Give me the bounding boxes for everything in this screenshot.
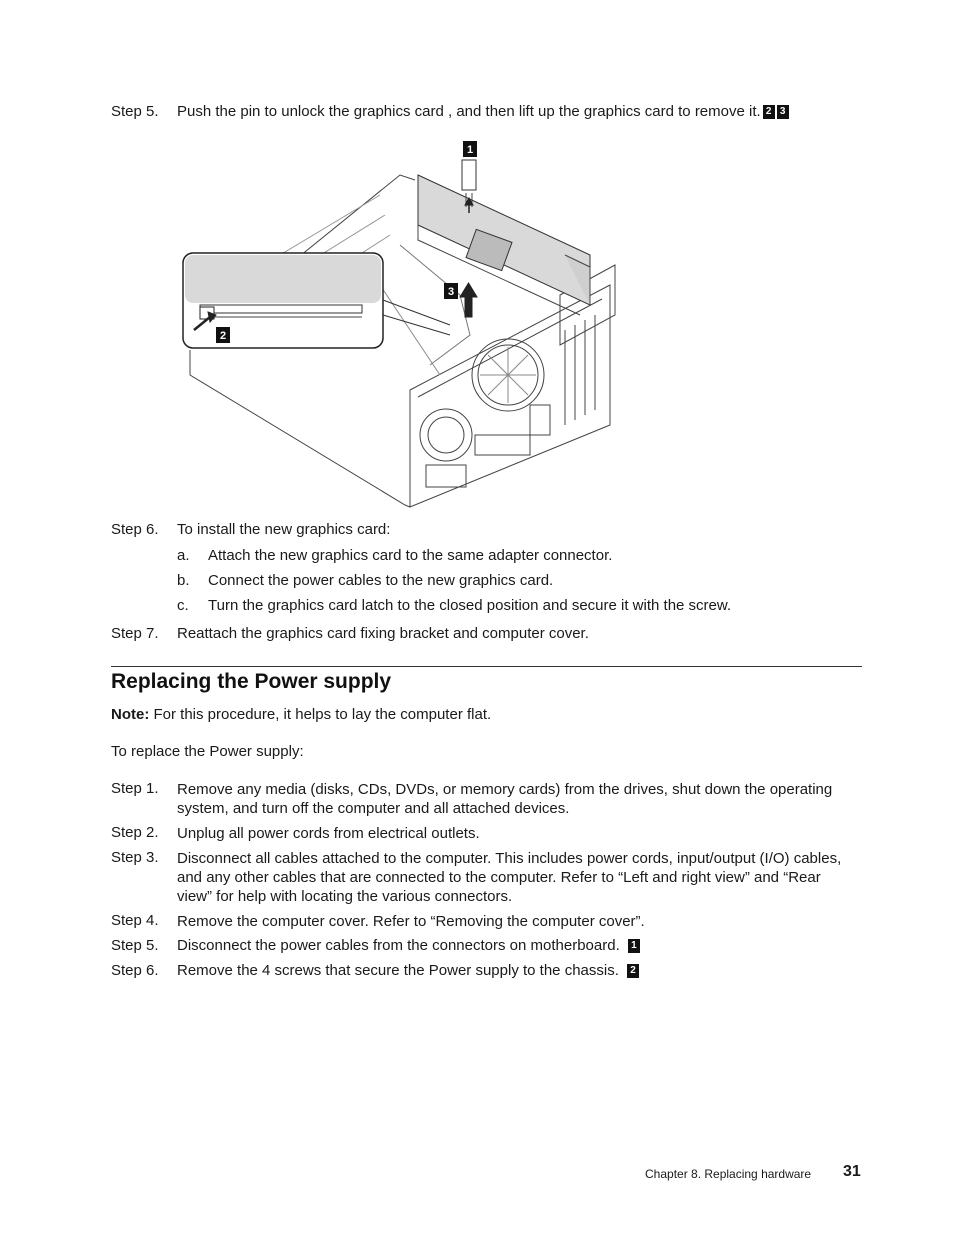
substep-text: Attach the new graphics card to the same adapter connector. bbox=[208, 547, 613, 564]
section-title: Replacing the Power supply bbox=[111, 670, 392, 693]
step-text: To install the new graphics card: bbox=[177, 521, 391, 538]
substep-text: Connect the power cables to the new graphics card. bbox=[208, 572, 554, 589]
callout-badge: 2 bbox=[763, 105, 775, 119]
step-label: Step 4. bbox=[111, 912, 159, 929]
callout-badge: 3 bbox=[777, 105, 789, 119]
section-intro: To replace the Power supply: bbox=[111, 743, 304, 760]
step-text: Remove the computer cover. Refer to “Removing the computer cover”. bbox=[177, 913, 645, 930]
io-ports bbox=[475, 435, 530, 455]
page-number: 31 bbox=[843, 1163, 861, 1180]
callout-badge: 1 bbox=[628, 939, 640, 953]
expansion-slots bbox=[565, 315, 595, 425]
substep-text: Turn the graphics card latch to the closed position and secure it with the screw. bbox=[208, 597, 732, 614]
step-label: Step 2. bbox=[111, 824, 159, 841]
substep-letter: b. bbox=[177, 572, 190, 589]
step-text bbox=[177, 103, 789, 120]
step-text: Unplug all power cords from electrical outlets. bbox=[177, 825, 480, 842]
callout-label: 2 bbox=[219, 330, 227, 342]
power-connector bbox=[462, 160, 476, 190]
footer-chapter: Chapter 8. Replacing hardware bbox=[645, 1167, 812, 1181]
step-text-content: Push the pin to unlock the graphics card , and then lift up the graphics card to remove it. bbox=[177, 103, 761, 120]
note-text: For this procedure, it helps to lay the computer flat. bbox=[153, 706, 492, 723]
step-label: Step 5. bbox=[111, 103, 159, 120]
step-text: Remove any media (disks, CDs, DVDs, or memory cards) from the drives, shut down the operating system, and turn off the computer and all attached devices. bbox=[177, 781, 833, 817]
callout-label: 3 bbox=[447, 286, 455, 298]
step-label: Step 1. bbox=[111, 780, 159, 797]
note bbox=[111, 706, 491, 723]
substep-letter: a. bbox=[177, 547, 190, 564]
graphics-card-removal-illustration bbox=[170, 135, 630, 515]
callout-badge: 2 bbox=[627, 964, 639, 978]
step-label: Step 6. bbox=[111, 521, 159, 538]
step-label: Step 5. bbox=[111, 937, 159, 954]
step-text: Disconnect all cables attached to the computer. This includes power cords, input/output (I/O) cables, and any other cables that are connected to the computer. Refer to “Left and right view” and “Rear view” for help with locating the various connectors. bbox=[177, 850, 842, 905]
rear-panel bbox=[410, 285, 610, 507]
section-divider bbox=[111, 666, 862, 667]
step-text: Reattach the graphics card fixing bracket and computer cover. bbox=[177, 625, 589, 642]
lift-arrow-icon bbox=[465, 295, 472, 317]
chassis-outline bbox=[190, 350, 410, 507]
step-text bbox=[177, 937, 640, 954]
step-label: Step 7. bbox=[111, 625, 159, 642]
substep-letter: c. bbox=[177, 597, 189, 614]
step-label: Step 3. bbox=[111, 849, 159, 866]
power-socket bbox=[426, 465, 466, 487]
step-text bbox=[177, 962, 639, 979]
callout-label: 1 bbox=[466, 144, 474, 156]
note-label: Note: bbox=[111, 706, 150, 723]
step-text-content: Remove the 4 screws that secure the Power supply to the chassis. bbox=[177, 962, 619, 979]
step-text-content: Disconnect the power cables from the connectors on motherboard. bbox=[177, 937, 620, 954]
step-label: Step 6. bbox=[111, 962, 159, 979]
